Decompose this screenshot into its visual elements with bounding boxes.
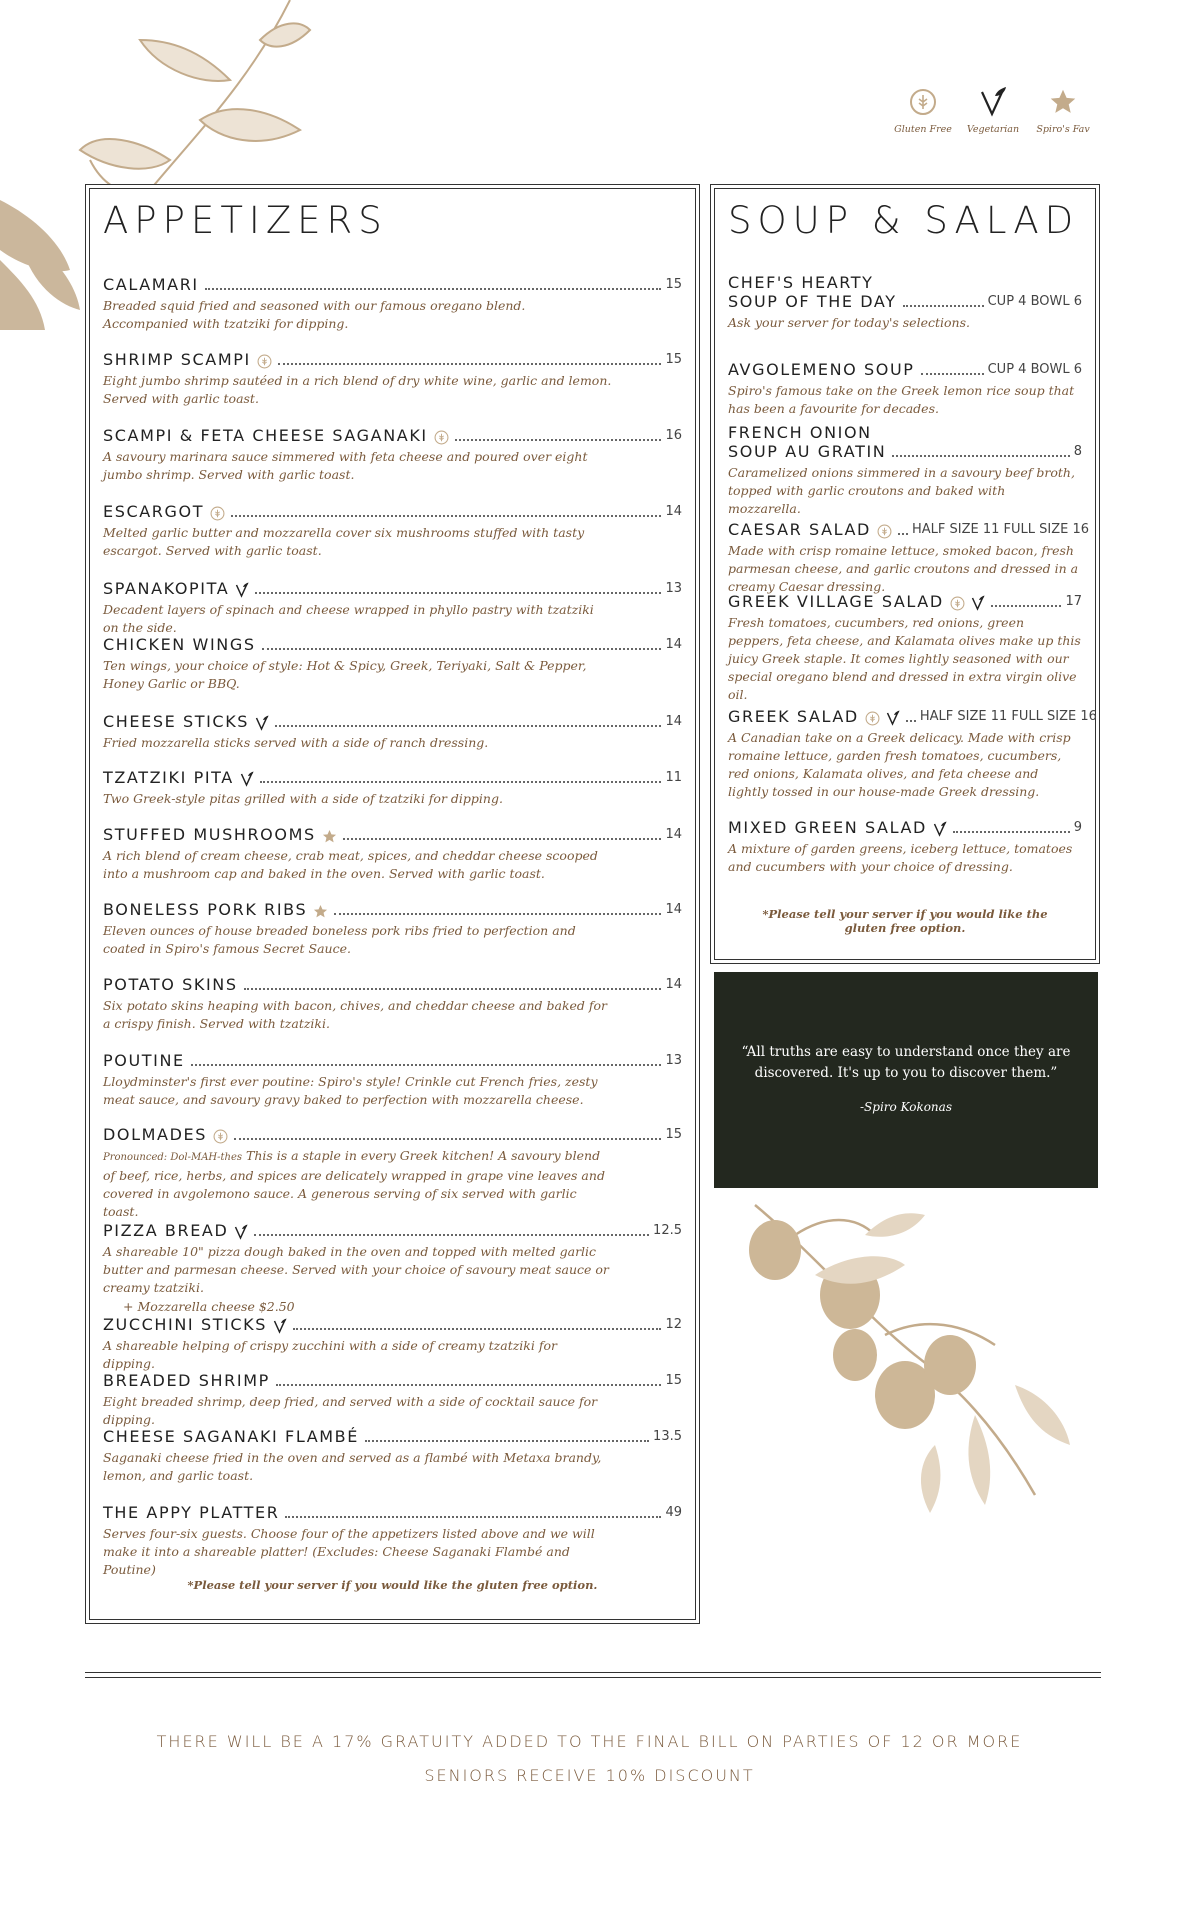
menu-item-description — [103, 1073, 682, 1109]
description-text: Ten wings, your choice of style: Hot & Spicy, Greek, Teriyaki, Salt & Pepper, Honey Garlic or BBQ. — [103, 658, 587, 691]
menu-item — [728, 707, 1097, 801]
menu-item-header — [728, 818, 1082, 837]
menu-item-description — [103, 524, 682, 560]
dot-leader — [455, 439, 662, 441]
vegetarian-icon — [273, 1318, 287, 1334]
gluten-free-icon — [434, 430, 449, 445]
pronunciation: Pronounced: Dol-MAH-thes — [103, 1152, 243, 1163]
menu-item-description — [103, 601, 682, 637]
menu-item-price: 15 — [665, 1373, 682, 1388]
vegetarian-icon — [933, 821, 947, 837]
menu-item-description — [103, 1393, 682, 1429]
description-text: Ask your server for today's selections. — [728, 315, 970, 330]
menu-item-description — [103, 1147, 682, 1221]
menu-item-description — [103, 997, 682, 1033]
description-text: Made with crisp romaine lettuce, smoked bacon, fresh parmesan cheese, and garlic croutons and dressed in a creamy Caesar dressing. — [728, 543, 1079, 594]
star-icon — [313, 904, 328, 919]
menu-item-price: 14 — [665, 827, 682, 842]
menu-item-description — [103, 1337, 682, 1373]
menu-item-header — [103, 1221, 682, 1240]
menu-item — [103, 579, 682, 637]
menu-item-price: 49 — [665, 1505, 682, 1520]
menu-item — [103, 1315, 682, 1373]
dot-leader — [953, 831, 1070, 833]
menu-item — [103, 426, 682, 484]
star-icon — [322, 829, 337, 844]
menu-item-name: PIZZA BREAD — [103, 1221, 229, 1240]
menu-item-header — [103, 1315, 682, 1334]
menu-item-header — [728, 360, 1082, 379]
soup-salad-panel — [710, 184, 1100, 964]
description-text: Eight jumbo shrimp sautéed in a rich blend of dry white wine, garlic and lemon. Served with garlic toast. — [103, 373, 612, 406]
dot-leader — [234, 1138, 661, 1140]
menu-item-description — [103, 297, 682, 333]
dot-leader — [244, 988, 662, 990]
menu-item-header — [103, 712, 682, 731]
gluten-free-icon — [877, 524, 892, 539]
menu-item-name-line1 — [728, 423, 1082, 442]
dot-leader — [285, 1516, 661, 1518]
menu-item-price: 9 — [1073, 820, 1082, 835]
vegetarian-icon — [240, 771, 254, 787]
dot-leader — [898, 533, 908, 535]
menu-item-price: 14 — [665, 637, 682, 652]
menu-item-description — [103, 1449, 682, 1485]
menu-item — [728, 360, 1082, 418]
menu-item-name: POTATO SKINS — [103, 975, 238, 994]
menu-item-description — [103, 1243, 682, 1297]
menu-item — [103, 502, 682, 560]
menu-item-header — [103, 579, 682, 598]
description-text: Serves four-six guests. Choose four of the appetizers listed above and we will make it into a shareable platter! (Excludes: Cheese Saganaki Flambé and Poutine) — [103, 1526, 595, 1577]
dot-leader — [260, 781, 662, 783]
vegetarian-icon — [235, 582, 249, 598]
dot-leader — [262, 648, 662, 650]
menu-item-description — [728, 729, 1082, 801]
menu-item-name: SHRIMP SCAMPI — [103, 350, 251, 369]
menu-item-name: CHEESE SAGANAKI FLAMBÉ — [103, 1427, 359, 1446]
menu-item-description — [103, 372, 682, 408]
dot-leader — [991, 605, 1062, 607]
menu-item-description — [103, 657, 682, 693]
description-text: A rich blend of cream cheese, crab meat, spices, and cheddar cheese scooped into a mushroom cap and baked in the oven. Served with garlic toast. — [103, 848, 598, 881]
description-text: Eleven ounces of house breaded boneless pork ribs fried to perfection and coated in Spiro's famous Secret Sauce. — [103, 923, 576, 956]
dot-leader — [334, 913, 661, 915]
menu-item-price: 12 — [665, 1317, 682, 1332]
menu-item-header — [103, 502, 682, 521]
menu-item-header — [728, 442, 1082, 461]
menu-item-price: 14 — [665, 714, 682, 729]
gluten-free-icon — [257, 354, 272, 369]
menu-item-header — [728, 707, 1097, 726]
menu-item-description — [728, 382, 1082, 418]
menu-item-description — [103, 922, 682, 958]
gluten-free-icon — [213, 1129, 228, 1144]
menu-item-name: CHEF'S HEARTY — [728, 273, 874, 292]
menu-item — [103, 1427, 682, 1485]
menu-item-addon: + Mozzarella cheese $2.50 — [123, 1299, 295, 1314]
description-text: Melted garlic butter and mozzarella cover six mushrooms stuffed with tasty escargot. Served with garlic toast. — [103, 525, 585, 558]
menu-item-header — [103, 1427, 682, 1446]
quote-author: -Spiro Kokonas — [860, 1100, 952, 1114]
menu-item-name: THE APPY PLATTER — [103, 1503, 280, 1522]
menu-item-name: SPANAKOPITA — [103, 579, 230, 598]
menu-item-price: 8 — [1073, 444, 1082, 459]
description-text: A Canadian take on a Greek delicacy. Made with crisp romaine lettuce, garden fresh tomatoes, cucumbers, red onions, Kalamata olives, and feta cheese and lightly tossed in our house-made Greek dressing. — [728, 730, 1071, 799]
menu-item-header — [103, 825, 682, 844]
menu-item — [103, 1371, 682, 1429]
description-text: A shareable 10" pizza dough baked in the oven and topped with melted garlic butter and parmesan cheese. Served with your choice of savoury meat sauce or creamy tzatziki. — [103, 1244, 609, 1295]
vegetarian-icon — [234, 1224, 248, 1240]
menu-item-name: SCAMPI & FETA CHEESE SAGANAKI — [103, 426, 428, 445]
menu-item — [103, 1221, 682, 1314]
menu-item-header — [103, 635, 682, 654]
description-text: A shareable helping of crispy zucchini with a side of creamy tzatziki for dipping. — [103, 1338, 557, 1371]
description-text: A savoury marinara sauce simmered with feta cheese and poured over eight jumbo shrimp. Served with garlic toast. — [103, 449, 588, 482]
gluten-free-icon — [210, 506, 225, 521]
vegetarian-icon — [886, 710, 900, 726]
menu-item-description — [103, 1525, 682, 1579]
menu-item-name: ESCARGOT — [103, 502, 205, 521]
menu-item-header — [728, 292, 1082, 311]
menu-item — [103, 635, 682, 693]
menu-item-name: CAESAR SALAD — [728, 520, 871, 539]
menu-item-price: HALF SIZE 11 FULL SIZE 16 — [919, 709, 1097, 724]
gluten-free-icon — [909, 88, 937, 116]
gluten-free-note: *Please tell your server if you would like the gluten free option. — [762, 907, 1048, 935]
legend-vegetarian — [965, 84, 1021, 135]
menu-item — [103, 1051, 682, 1109]
menu-item — [103, 275, 682, 333]
menu-item — [728, 818, 1082, 876]
description-text: Breaded squid fried and seasoned with our famous oregano blend. Accompanied with tzatziki for dipping. — [103, 298, 526, 331]
dot-leader — [276, 1384, 662, 1386]
dot-leader — [365, 1440, 649, 1442]
menu-item-price: 15 — [665, 352, 682, 367]
description-text: Saganaki cheese fried in the oven and served as a flambé with Metaxa brandy, lemon, and garlic toast. — [103, 1450, 602, 1483]
dot-leader — [191, 1064, 662, 1066]
menu-item-name: CALAMARI — [103, 275, 199, 294]
vegetarian-icon — [979, 86, 1007, 118]
description-text: Decadent layers of spinach and cheese wrapped in phyllo pastry with tzatziki on the side. — [103, 602, 594, 635]
description-text: Fresh tomatoes, cucumbers, red onions, green peppers, feta cheese, and Kalamata olives make up this juicy Greek staple. It comes lightly seasoned with our special oregano blend and dressed in extra virgin olive oil. — [728, 615, 1081, 702]
dot-leader — [293, 1328, 661, 1330]
menu-item-price: 13.5 — [653, 1429, 682, 1444]
menu-item-description — [728, 464, 1082, 518]
legend-gluten-free — [895, 84, 951, 135]
menu-item — [103, 350, 682, 408]
menu-item-name: MIXED GREEN SALAD — [728, 818, 927, 837]
menu-item — [728, 273, 1082, 332]
description-text: Eight breaded shrimp, deep fried, and served with a side of cocktail sauce for dipping. — [103, 1394, 598, 1427]
menu-item-name: STUFFED MUSHROOMS — [103, 825, 316, 844]
menu-item-header — [103, 275, 682, 294]
dot-leader — [254, 1234, 649, 1236]
dot-leader — [906, 720, 916, 722]
gratuity-notice: THERE WILL BE A 17% GRATUITY ADDED TO THE FINAL BILL ON PARTIES OF 12 OR MORE — [156, 1732, 1023, 1751]
menu-item-name: SOUP OF THE DAY — [728, 292, 897, 311]
star-icon — [1049, 88, 1077, 116]
description-text: A mixture of garden greens, iceberg lettuce, tomatoes and cucumbers with your choice of dressing. — [728, 841, 1073, 874]
description-text: Two Greek-style pitas grilled with a side of tzatziki for dipping. — [103, 791, 503, 806]
menu-item-price: 11 — [665, 770, 682, 785]
menu-item-price: 14 — [665, 902, 682, 917]
menu-item-price: CUP 4 BOWL 6 — [987, 294, 1082, 309]
description-text: This is a staple in every Greek kitchen! A savoury blend of beef, rice, herbs, and spices are delicately wrapped in grape vine leaves and covered in avgolemono sauce. A generous serving of six served with garlic toast. — [103, 1148, 605, 1219]
menu-item — [728, 520, 1090, 596]
seniors-discount-notice: SENIORS RECEIVE 10% DISCOUNT — [424, 1766, 755, 1785]
menu-item-price: 17 — [1065, 594, 1082, 609]
menu-item — [103, 825, 682, 883]
menu-item-price: 12.5 — [653, 1223, 682, 1238]
menu-item — [728, 592, 1082, 704]
menu-item-description — [103, 448, 682, 484]
menu-item-name: GREEK SALAD — [728, 707, 859, 726]
dot-leader — [255, 592, 661, 594]
dot-leader — [892, 455, 1069, 457]
menu-item-header — [103, 426, 682, 445]
legend-label: Gluten Free — [894, 124, 952, 135]
menu-item-header — [103, 1125, 682, 1144]
dot-leader — [921, 373, 984, 375]
menu-item-header — [103, 350, 682, 369]
menu-item-header — [728, 520, 1090, 539]
menu-item — [103, 768, 682, 808]
appetizers-panel — [85, 184, 700, 1624]
menu-item-price: HALF SIZE 11 FULL SIZE 16 — [911, 522, 1090, 537]
menu-item — [103, 1503, 682, 1579]
menu-item-header — [103, 1503, 682, 1522]
menu-item-price: CUP 4 BOWL 6 — [987, 362, 1082, 377]
quote-box — [714, 972, 1098, 1188]
quote-text: “All truths are easy to understand once they are discovered. It's up to you to discover them.” — [741, 1044, 1071, 1081]
menu-item-price: 16 — [665, 428, 682, 443]
menu-item-name: ZUCCHINI STICKS — [103, 1315, 268, 1334]
footer-divider — [85, 1672, 1101, 1678]
description-text: Six potato skins heaping with bacon, chives, and cheddar cheese and baked for a crispy finish. Served with tzatziki. — [103, 998, 608, 1031]
gluten-free-icon — [865, 711, 880, 726]
gluten-free-note: *Please tell your server if you would like the gluten free option. — [187, 1578, 598, 1592]
legend-favourite — [1035, 84, 1091, 135]
menu-item-price: 13 — [665, 581, 682, 596]
dot-leader — [343, 838, 662, 840]
menu-item-price: 14 — [665, 504, 682, 519]
menu-item-name: POUTINE — [103, 1051, 185, 1070]
gluten-free-icon — [950, 596, 965, 611]
menu-item-name: TZATZIKI PITA — [103, 768, 234, 787]
appetizers-title: APPETIZERS — [103, 199, 388, 242]
description-text: Lloydminster's first ever poutine: Spiro's style! Crinkle cut French fries, zesty meat sauce, and savoury gravy baked to perfection with mozzarella cheese. — [103, 1074, 598, 1107]
menu-item-description — [728, 840, 1082, 876]
dot-leader — [205, 288, 662, 290]
menu-item-header — [728, 592, 1082, 611]
menu-item-description — [728, 614, 1082, 704]
vegetarian-icon — [255, 715, 269, 731]
dot-leader — [903, 305, 984, 307]
dot-leader — [278, 363, 662, 365]
menu-item-header — [103, 975, 682, 994]
menu-item — [728, 423, 1082, 518]
menu-item — [103, 900, 682, 958]
vegetarian-icon — [971, 595, 985, 611]
menu-item-price: 13 — [665, 1053, 682, 1068]
menu-item-name: CHICKEN WINGS — [103, 635, 256, 654]
menu-item-name: BONELESS PORK RIBS — [103, 900, 308, 919]
menu-item-description — [728, 314, 1082, 332]
menu-item — [103, 712, 682, 752]
menu-item-name: SOUP AU GRATIN — [728, 442, 887, 461]
menu-item-name: BREADED SHRIMP — [103, 1371, 270, 1390]
menu-item-name: CHEESE STICKS — [103, 712, 250, 731]
menu-item-description — [103, 734, 682, 752]
menu-item — [103, 1125, 682, 1221]
menu-item-name-line1 — [728, 273, 1082, 292]
menu-item-price: 15 — [665, 1127, 682, 1142]
menu-item-description — [103, 847, 682, 883]
menu-item-name: AVGOLEMENO SOUP — [728, 360, 915, 379]
description-text: Fried mozzarella sticks served with a side of ranch dressing. — [103, 735, 489, 750]
dot-leader — [231, 515, 661, 517]
dot-leader — [275, 725, 661, 727]
dietary-legend — [895, 84, 1091, 135]
menu-item-header — [103, 1371, 682, 1390]
menu-item-header — [103, 1051, 682, 1070]
menu-item-header — [103, 768, 682, 787]
menu-item-name: GREEK VILLAGE SALAD — [728, 592, 944, 611]
menu-item — [103, 975, 682, 1033]
legend-label: Spiro's Fav — [1036, 124, 1090, 135]
legend-label: Vegetarian — [966, 124, 1020, 135]
menu-item-price: 14 — [665, 977, 682, 992]
menu-item-description — [728, 542, 1082, 596]
menu-item-price: 15 — [665, 277, 682, 292]
olive-branch-illustration — [735, 1195, 1075, 1515]
menu-item-header — [103, 900, 682, 919]
menu-item-name: FRENCH ONION — [728, 423, 872, 442]
menu-item-name: DOLMADES — [103, 1125, 207, 1144]
description-text: Spiro's famous take on the Greek lemon rice soup that has been a favourite for decades. — [728, 383, 1075, 416]
menu-item-description — [103, 790, 682, 808]
soup-salad-title: SOUP & SALAD — [728, 199, 1080, 242]
description-text: Caramelized onions simmered in a savoury beef broth, topped with garlic croutons and baked with mozzarella. — [728, 465, 1075, 516]
